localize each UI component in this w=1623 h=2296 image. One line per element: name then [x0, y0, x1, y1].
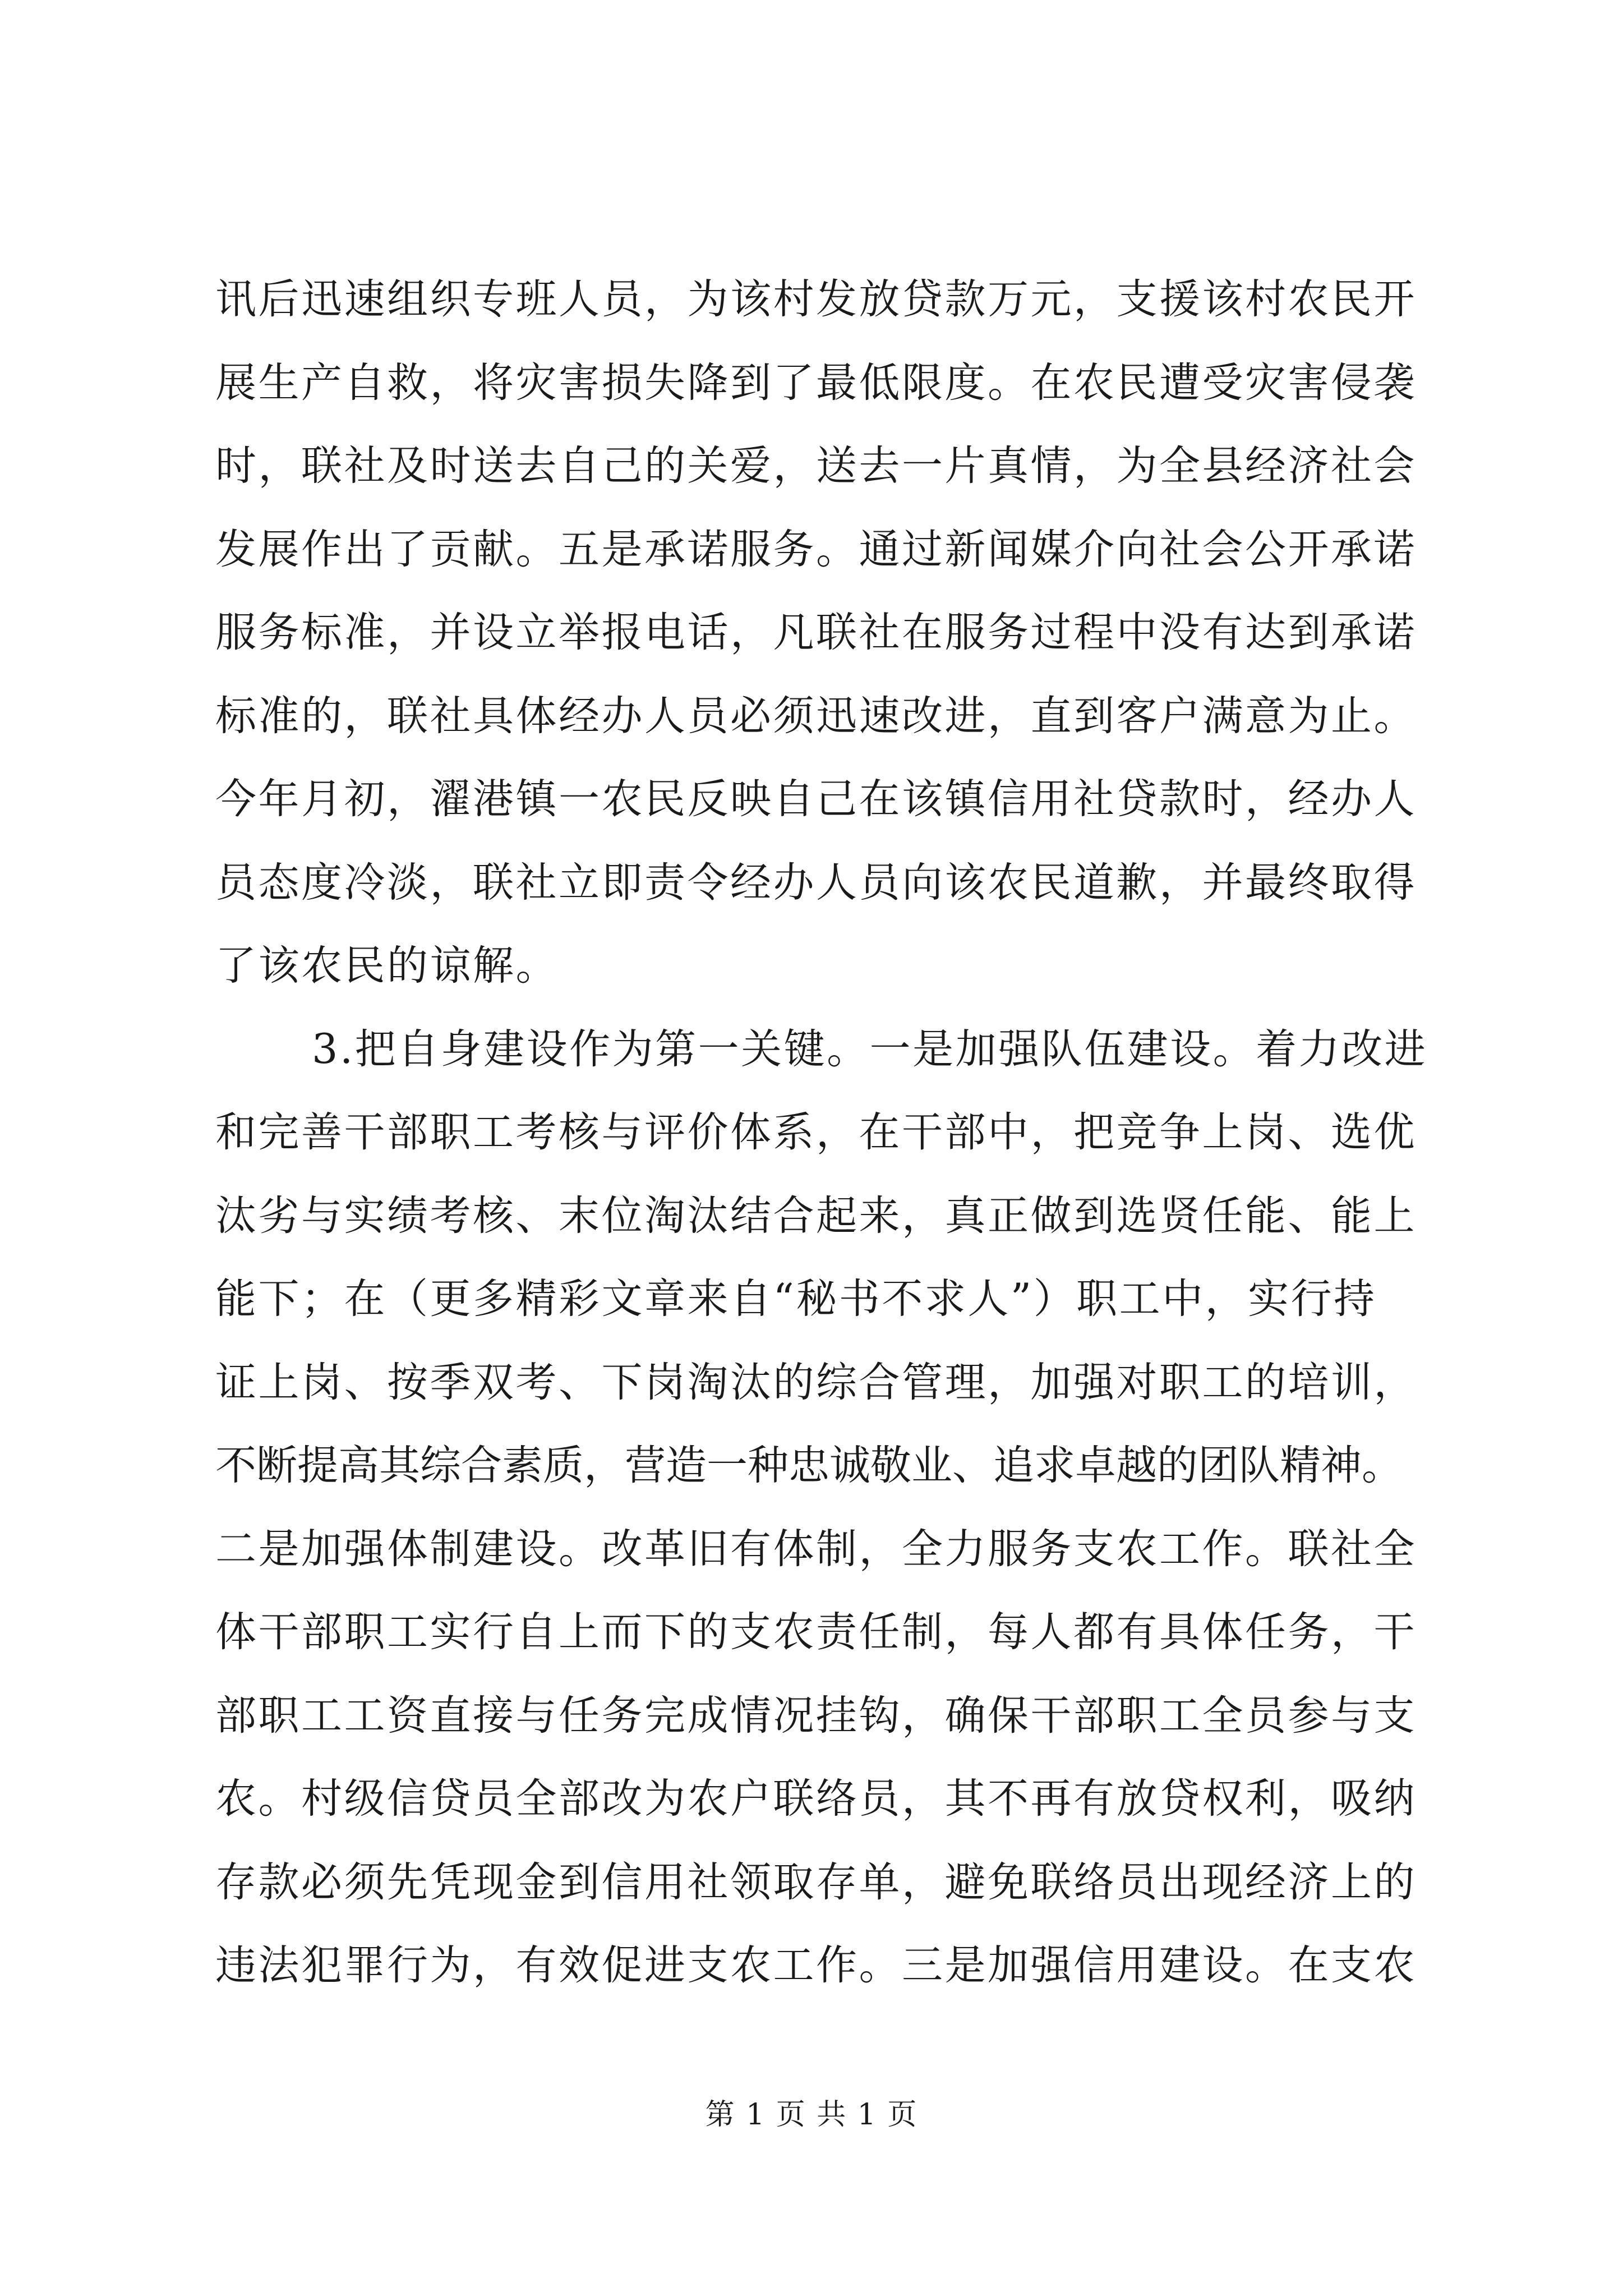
paragraph-start-line: 3.把自身建设作为第一关键。一是加强队伍建设。着力改进: [312, 1025, 1428, 1073]
text-line: 今年月初，濯港镇一农民反映自己在该镇信用社贷款时，经办人: [215, 775, 1417, 823]
text-line: 展生产自救，将灾害损失降到了最低限度。在农民遭受灾害侵袭: [215, 358, 1417, 407]
text-line: 员态度冷淡，联社立即责令经办人员向该农民道歉，并最终取得: [215, 858, 1417, 907]
text-line: 发展作出了贡献。五是承诺服务。通过新闻媒介向社会公开承诺: [215, 525, 1417, 573]
text-line: 体干部职工实行自上而下的支农责任制，每人都有具体任务，干: [215, 1608, 1417, 1656]
text-line: 违法犯罪行为，有效促进支农工作。三是加强信用建设。在支农: [215, 1941, 1417, 1989]
text-line: 农。村级信贷员全部改为农户联络员，其不再有放贷权利，吸纳: [215, 1775, 1417, 1823]
text-line: 能下；在（更多精彩文章来自“秘书不求人”）职工中，实行持: [215, 1275, 1377, 1323]
text-line: 和完善干部职工考核与评价体系，在干部中，把竞争上岗、选优: [215, 1108, 1417, 1156]
body-text: [215, 258, 1428, 2008]
page-number-footer: 第 1 页 共 1 页: [705, 2098, 918, 2132]
text-line: 汰劣与实绩考核、末位淘汰结合起来，真正做到选贤任能、能上: [215, 1191, 1417, 1240]
text-line: 证上岗、按季双考、下岗淘汰的综合管理，加强对职工的培训，: [215, 1358, 1417, 1406]
text-line: 了该农民的谅解。: [215, 942, 559, 990]
text-line: 服务标准，并设立举报电话，凡联社在服务过程中没有达到承诺: [215, 609, 1417, 656]
text-line: 二是加强体制建设。改革旧有体制，全力服务支农工作。联社全: [215, 1525, 1417, 1573]
text-line: 标准的，联社具体经办人员必须迅速改进，直到客户满意为止。: [215, 692, 1417, 740]
text-line: 不断提高其综合素质，营造一种忠诚敬业、追求卓越的团队精神。: [215, 1442, 1403, 1489]
text-line: 时，联社及时送去自己的关爱，送去一片真情，为全县经济社会: [215, 442, 1417, 490]
text-line: 讯后迅速组织专班人员，为该村发放贷款万元，支援该村农民开: [215, 275, 1417, 323]
text-line: 部职工工资直接与任务完成情况挂钩，确保干部职工全员参与支: [215, 1691, 1417, 1740]
text-line: 存款必须先凭现金到信用社领取存单，避免联络员出现经济上的: [215, 1858, 1417, 1906]
